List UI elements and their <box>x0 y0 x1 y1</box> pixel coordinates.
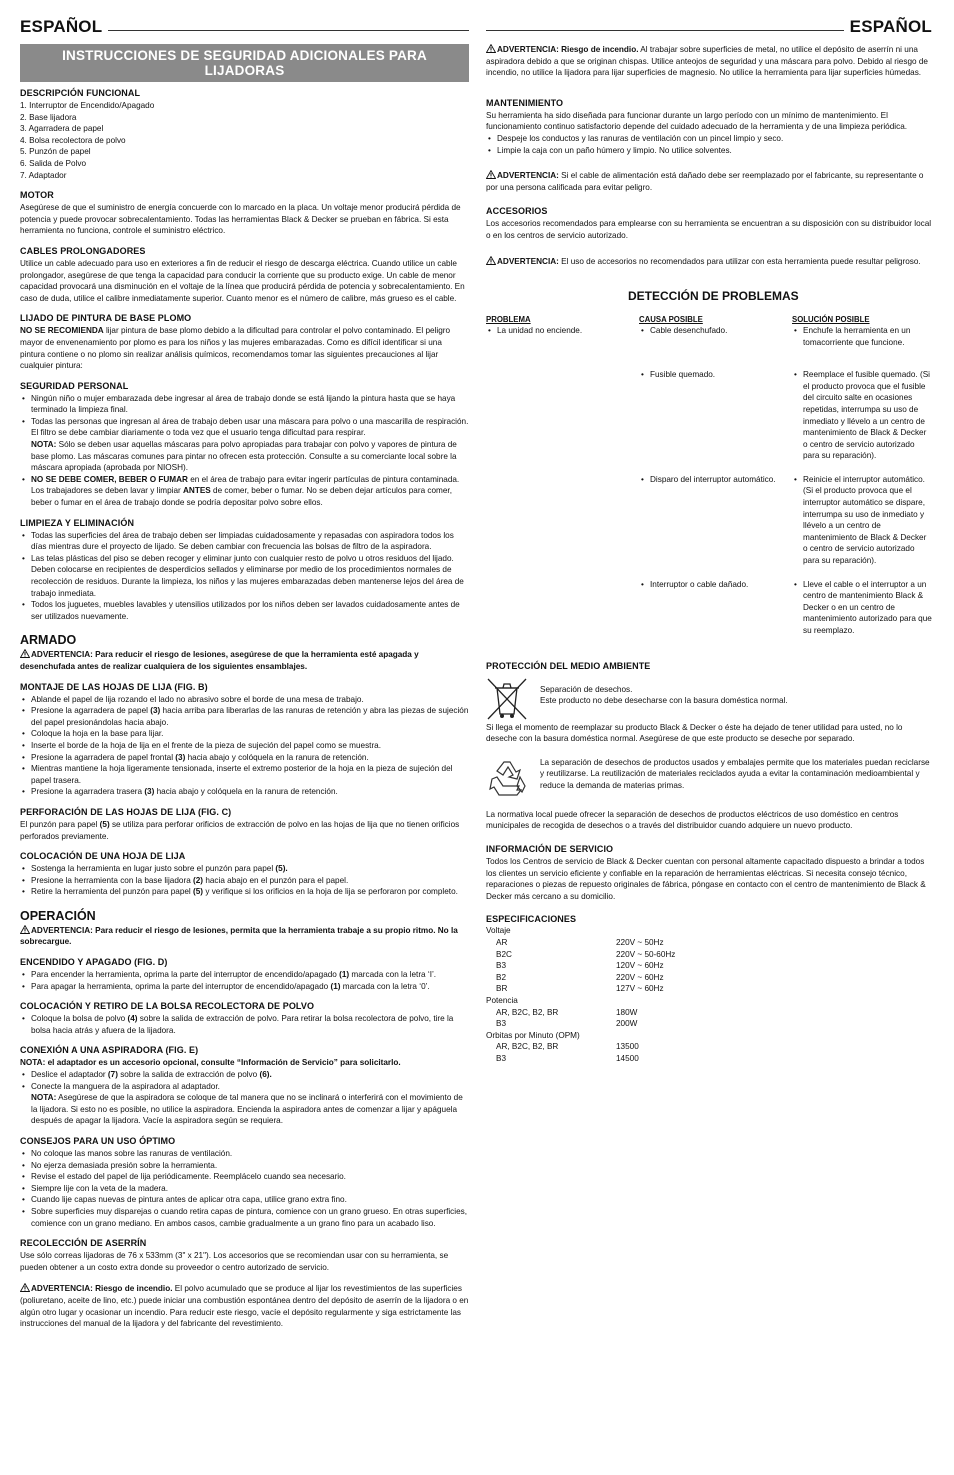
crossed-bin-icon <box>486 676 528 722</box>
spec-value: 127V ~ 60Hz <box>616 984 664 994</box>
spec-value: 220V ~ 60Hz <box>616 972 664 982</box>
column-header: CAUSA POSIBLE <box>639 315 703 325</box>
recoleccion-heading: RECOLECCIÓN DE ASERRÍN <box>20 1238 147 1249</box>
text: hacia abajo y colóquela en la ranura de retención. <box>154 787 338 797</box>
table-cell: • Fusible quemado. <box>639 369 792 462</box>
list-item: • Inserte el borde de la hoja de lija en el frente de la pieza de sujeción del papel como se muestra. <box>20 740 469 752</box>
list-item: 6. Salida de Polvo <box>20 158 86 168</box>
warning-icon <box>20 649 30 658</box>
list-item: • Mientras mantiene la hoja ligeramente tensionada, inserte el extremo posterior de la hoja en la pieza de sujeción del papel trasera. <box>20 763 469 786</box>
list-item: • Sobre superficies muy disparejas o cuando retira capas de pintura, comience con un grano grueso. En otras superficies, comience con un grano mediano. En ambos casos, cambie gradualmente a un grano fino para un acabado liso. <box>20 1206 469 1229</box>
bolsa-list <box>20 1013 469 1036</box>
list-item <box>20 1081 469 1127</box>
conexion-note <box>20 1057 469 1069</box>
list-item: • Coloque la hoja en la base para lijar. <box>20 728 469 740</box>
lijado-bold: NO SE RECOMIENDA <box>20 326 104 336</box>
text: Asegúrese de que la aspiradora se coloque de tal manera que no se inclinará o interferirá con el movimiento de la lijadora. Si esto no es posible, no utilice la aspiradora. Encienda la aspiradora antes de comenzar a lijar y apáguela después de apagar la lijadora. Vacíe la aspiradora según se requiera. <box>31 1093 463 1126</box>
part-number: (3) <box>150 706 161 716</box>
spec-model: B3 <box>496 961 507 971</box>
part-number: (3) <box>144 787 155 797</box>
spec-model: B3 <box>496 1053 507 1063</box>
part-number: (3) <box>175 752 186 762</box>
armado-warning <box>20 649 469 672</box>
mantenimiento-list <box>486 133 932 156</box>
mantenimiento-heading: MANTENIMIENTO <box>486 97 564 108</box>
fire-warning <box>486 44 932 79</box>
list-item <box>20 786 469 798</box>
list-item <box>20 705 469 728</box>
text: Coloque la bolsa de polvo <box>31 1014 128 1024</box>
left-header <box>20 0 469 40</box>
motor-heading: MOTOR <box>20 190 54 201</box>
table-cell: • Reemplace el fusible quemado. (Si el producto provoca que el fusible del circuito salte en ocasiones repetidas, interrumpa su uso de inmediato y llévelo a un centro de mantenimiento de Black & Decker o centro de servicio autorizado para su reparación). <box>792 369 932 462</box>
list-item: • Revise el estado del papel de lija periódicamente. Reemplácelo cuando sea necesario. <box>20 1171 469 1183</box>
text: Separación de desechos. <box>540 684 633 694</box>
especificaciones-heading: ESPECIFICACIONES <box>486 914 577 925</box>
accesorios-warning <box>486 256 932 268</box>
armado-heading: ARMADO <box>20 633 77 648</box>
warning-icon <box>486 44 496 53</box>
accesorios-text: Los accesorios recomendados para emplearse con su herramienta se encuentran a su disposición con su distribuidor local o en los centros de servicio autorizado. <box>486 219 932 240</box>
note-label: NOTA: <box>31 440 57 450</box>
right-header-title: ESPAÑOL <box>849 17 932 36</box>
list-item: • Siempre lije con la veta de la madera. <box>20 1183 469 1195</box>
table-cell: • Reinicie el interruptor automático. (Si el producto provoca que el interruptor automático se dispare, interrumpa su uso de inmediato y llévelo a un centro de mantenimiento de Black & Decker o centro de servicio autorizado para su reparación). <box>792 474 932 567</box>
proteccion-text-2: La normativa local puede ofrecer la separación de desechos de productos eléctricos de uso doméstico en centros municipales de recogida de desechos o a través del distribuidor cuando adquiere un nuevo producto. <box>486 809 899 831</box>
perforacion-heading: PERFORACIÓN DE LAS HOJAS DE LIJA (FIG. C) <box>20 806 232 817</box>
proteccion-text-1: Si llega el momento de reemplazar su producto Black & Decker o éste ha dejado de tener utilidad para usted, no lo deseche con la basura doméstica normal. Asegúrese de que este producto se deseche por separado. <box>486 722 903 744</box>
text: Conecte la manguera de la aspiradora al adaptador. <box>31 1081 220 1091</box>
recoleccion-text: Use sólo correas lijadoras de 76 x 533mm (3" x 21"). Los accesorios que se recomiendan usar con su herramienta, se pueden obtener a un costo extra donde su proveedor o centro autorizado de servicio. <box>20 1251 449 1272</box>
table-cell: • Disparo del interruptor automático. <box>639 474 792 567</box>
list-item: • No ejerza demasiada presión sobre la herramienta. <box>20 1160 469 1172</box>
warning-icon <box>486 170 496 179</box>
text: Para encender la herramienta, oprima la parte del interruptor de encendido/apagado <box>31 970 340 980</box>
text: sobre la salida de extracción de polvo. Para retirar la bolsa recolectora de polvo, tire la bolsa hacia atrás y afuera de la lijadora. <box>31 1014 454 1035</box>
text: hacia abajo y colóquela en la ranura de retención. <box>185 752 369 762</box>
spec-value: 120V ~ 60Hz <box>616 961 664 971</box>
spec-model: B3 <box>496 1019 507 1029</box>
list-item <box>20 474 469 509</box>
list-item: 2. Base lijadora <box>20 112 77 122</box>
descripcion-list <box>20 100 469 181</box>
list-item <box>20 969 469 981</box>
text: Para apagar la herramienta, oprima la parte del interruptor de encendido/apagado <box>31 981 331 991</box>
deteccion-heading: DETECCIÓN DE PROBLEMAS <box>628 289 799 304</box>
part-number: (6). <box>259 1070 272 1080</box>
recycle-icon <box>486 757 528 799</box>
list-item <box>20 875 469 887</box>
part-number: (5). <box>275 864 288 874</box>
spec-group-label: Orbitas por Minuto (OPM) <box>486 1030 580 1040</box>
spec-value: 220V ~ 50-60Hz <box>616 949 676 959</box>
list-item <box>20 1069 469 1081</box>
recycle-block <box>486 757 932 799</box>
warning-icon <box>20 925 30 934</box>
list-item: 1. Interruptor de Encendido/Apagado <box>20 101 155 110</box>
operacion-heading: OPERACIÓN <box>20 908 96 923</box>
column-header: SOLUCIÓN POSIBLE <box>792 315 870 325</box>
seguridad-heading: SEGURIDAD PERSONAL <box>20 380 129 391</box>
list-item <box>20 863 469 875</box>
table-cell: • Interruptor o cable dañado. <box>639 579 792 637</box>
consejos-list <box>20 1148 469 1229</box>
montaje-heading: MONTAJE DE LAS HOJAS DE LIJA (FIG. B) <box>20 681 208 692</box>
lijado-text <box>20 325 469 371</box>
list-item <box>20 1013 469 1036</box>
list-item: • Las telas plásticas del piso se deben recoger y eliminar junto con cualquier resto de polvo u otros residuos del lijado. Deben colocarse en recipientes de desperdicios sellados y eliminarse por medio de los procedimientos normales de recolección de residuos. Durante la limpieza, los niños y las mujeres embarazadas deben mantenerse lejos del área de trabajo inmediata. <box>20 553 469 599</box>
seguridad-item-3b: de comer, beber o fumar. No se deben dejar artículos para comer, beber o fumar en el área de trabajo donde se podría depositar polvo sobre ellos. <box>31 486 452 508</box>
part-number: (5) <box>99 819 110 829</box>
part-number: (7) <box>107 1070 118 1080</box>
lijado-body: lijar pintura de base plomo debido a la dificultad para controlar el polvo contaminado. El peligro mayor de envenenamiento por plomo es para los niños y las mujeres embarazadas. Como es difícil identificar si una pintura contiene o no plomo sin realizar análisis químicos, recomendamos tomar las siguientes precauciones al lijar cualquier pintura: <box>20 326 451 371</box>
consejos-heading: CONSEJOS PARA UN USO ÓPTIMO <box>20 1136 176 1146</box>
table-cell: • Cable desenchufado. <box>639 325 792 361</box>
seguridad-item-2: Todas las personas que ingresan al área de trabajo deben usar una máscara para polvo o una mascarilla de respiración. El filtro se debe cambiar diariamente o toda vez que el usuario tenga dificultad para respirar. <box>31 416 469 438</box>
perforacion-text <box>20 819 469 842</box>
right-header <box>486 0 932 40</box>
bold-text: NO SE DEBE COMER, BEBER O FUMAR <box>31 474 188 484</box>
table-cell-empty <box>486 567 639 637</box>
list-item: • No coloque las manos sobre las ranuras de ventilación. <box>20 1148 469 1160</box>
left-column <box>20 0 469 1330</box>
list-item: • Todos los juguetes, muebles lavables y utensilios utilizados por los niños deben ser lavados cuidadosamente antes de ser utilizados nuevamente. <box>20 599 469 622</box>
recycle-text <box>528 757 932 792</box>
conexion-heading: CONEXIÓN A UNA ASPIRADORA (FIG. E) <box>20 1045 199 1056</box>
colocacion-heading: COLOCACIÓN DE UNA HOJA DE LIJA <box>20 851 186 862</box>
operacion-warning-text: ADVERTENCIA: Para reducir el riesgo de lesiones, permita que la herramienta trabaje a su propio ritmo. No la sobrecargue. <box>20 925 458 947</box>
encendido-heading: ENCENDIDO Y APAGADO (FIG. D) <box>20 957 168 968</box>
table-cell: • La unidad no enciende. <box>486 325 639 361</box>
section-banner: INSTRUCCIONES DE SEGURIDAD ADICIONALES PARA LIJADORAS <box>20 44 469 82</box>
spec-model: B2 <box>496 972 507 982</box>
text: hacia abajo en el punzón para el papel. <box>203 875 349 885</box>
colocacion-list <box>20 863 469 898</box>
seguridad-item-3a: en el área de trabajo para evitar ingerir partículas de pintura contaminada. Los trabajadores se deben lavar y limpiar <box>31 474 460 496</box>
text: El punzón para papel <box>20 819 100 829</box>
list-item <box>20 886 469 898</box>
text: marcada con la letra ‘I’. <box>349 970 437 980</box>
cables-heading: CABLES PROLONGADORES <box>20 245 146 256</box>
list-item: 7. Adaptador <box>20 170 67 180</box>
descripcion-heading: DESCRIPCIÓN FUNCIONAL <box>20 88 141 98</box>
armado-warning-text: ADVERTENCIA: Para reducir el riesgo de lesiones, asegúrese de que la herramienta esté apagada y desenchufada antes de realizar cualquiera de los siguientes ensamblajes. <box>20 650 419 671</box>
spec-value: 14500 <box>616 1053 639 1063</box>
spec-model: AR, B2C, B2, BR <box>496 1042 559 1052</box>
encendido-list <box>20 969 469 992</box>
servicio-heading: INFORMACIÓN DE SERVICIO <box>486 843 614 854</box>
text: y verifique si los orificios en la hoja de lija se perforaron por completo. <box>203 887 458 897</box>
part-number: (1) <box>330 981 341 991</box>
recoleccion-warning <box>20 1283 469 1329</box>
spec-group-label: Potencia <box>486 995 518 1005</box>
table-cell-empty <box>486 361 639 462</box>
mantenimiento-text: Su herramienta ha sido diseñada para funcionar durante un largo período con un mínimo de mantenimiento. El funcionamiento continuo satisfactorio depende del cuidado adecuado de la herramienta y de una limpieza periódica. <box>486 110 908 132</box>
lijado-heading: LIJADO DE PINTURA DE BASE PLOMO <box>20 313 192 324</box>
spec-model: BR <box>496 984 508 994</box>
list-item <box>20 416 469 474</box>
list-item: • Cuando lije capas nuevas de pintura antes de aplicar otra capa, utilice grano extra fino. <box>20 1194 469 1206</box>
bold-text: NOTA: el adaptador es un accesorio opcional, consulte “Información de Servicio” para solicitarlo. <box>20 1058 401 1068</box>
list-item: 3. Agarradera de papel <box>20 124 104 134</box>
spec-value: 200W <box>616 1019 638 1029</box>
text: sobre la salida de extracción de polvo <box>117 1070 260 1080</box>
list-item: • Limpie la caja con un paño húmero y limpio. No utilice solventes. <box>486 145 932 157</box>
text: Al trabajar sobre superficies de metal, no utilice el depósito de aserrín ni una aspiradora debido a que se originan chispas. Utilice anteojos de seguridad y una máscara para polvo. Debido al riesgo de incendio, no utilice la lijadora para lijar superficies de magnesio. No utilice la herramienta para lijar superficies húmedas. <box>486 45 928 78</box>
text: La separación de desechos de productos usados y embalajes permite que los materiales puedan reciclarse y reutilizarse. La reutilización de materiales reciclados ayuda a evitar la contaminación medioambiental y reduce la demanda de materias primas. <box>540 757 930 790</box>
text: Retire la herramienta del punzón para papel <box>31 887 194 897</box>
weee-text <box>528 676 788 707</box>
note-label: NOTA: <box>31 1093 57 1103</box>
bold-text: ADVERTENCIA: Riesgo de incendio. <box>497 45 639 54</box>
accesorios-heading: ACCESORIOS <box>486 206 548 217</box>
list-item: 5. Punzón de papel <box>20 147 91 157</box>
list-item <box>20 752 469 764</box>
bold-text: ADVERTENCIA: <box>497 256 559 266</box>
text: Presione la agarradera trasera <box>31 787 145 797</box>
text: Si el cable de alimentación está dañado debe ser reemplazado por el fabricante, su representante o por una persona calificada para evitar peligro. <box>486 171 924 192</box>
bolsa-heading: COLOCACIÓN Y RETIRO DE LA BOLSA RECOLECTORA DE POLVO <box>20 1001 315 1012</box>
column-header: PROBLEMA <box>486 315 531 325</box>
text: Presione la agarradera de papel <box>31 706 151 716</box>
limpieza-heading: LIMPIEZA Y ELIMINACIÓN <box>20 517 135 528</box>
limpieza-list <box>20 530 469 623</box>
mantenimiento-warning <box>486 170 932 193</box>
table-cell: • Lleve el cable o el interruptor a un centro de mantenimiento Black & Decker o en un centro de mantenimiento autorizado para que su reemplazo. <box>792 579 932 637</box>
spec-model: AR <box>496 937 508 947</box>
left-header-title: ESPAÑOL <box>20 17 103 36</box>
spec-value: 13500 <box>616 1042 639 1052</box>
conexion-list <box>20 1069 469 1127</box>
bold-text: ADVERTENCIA: <box>497 171 559 181</box>
warning-icon <box>20 1283 30 1292</box>
motor-text: Asegúrese de que el suministro de energía concuerde con lo marcado en la placa. Un voltaje menor producirá pérdida de potencia y puede provocar sobrecalentamiento. Todas las herramientas Black & Decker se prueban en fábrica. Si esta herramienta no funciona, controle el suministro eléctrico. <box>20 203 461 236</box>
spec-value: 180W <box>616 1007 638 1017</box>
header-rule <box>108 30 469 31</box>
bold-text: ADVERTENCIA: Riesgo de incendio. <box>31 1284 173 1294</box>
list-item <box>20 981 469 993</box>
text: Presione la herramienta con la base lijadora <box>31 875 194 885</box>
list-item: • Despeje los conductos y las ranuras de ventilación con un pincel limpio y seco. <box>486 133 932 145</box>
spec-model: AR, B2C, B2, BR <box>496 1007 559 1017</box>
list-item: • Todas las superficies del área de trabajo deben ser limpiadas cuidadosamente y repasadas con aspiradora todos los días mientras dure el proyecto de lijado. Se deben cambiar con frecuencia las bolsas de filtro de la aspiradora. <box>20 530 469 553</box>
list-item: 4. Bolsa recolectora de polvo <box>20 135 126 145</box>
part-number: (5) <box>193 887 204 897</box>
warning-icon <box>486 256 496 265</box>
text: El polvo acumulado que se produce al lijar los revestimientos de las superficies (poliuretano, aceite de lino, etc.) puede iniciar una combustión espontánea dentro del depósito de aserrín de la lijadora o en algún otro lugar y ocasionar un incendio. Para reducir este riesgo, vacíe el depósito regularmente y siga estrictamente las instrucciones del manual de la lijadora y del fabricante del revestimiento. <box>20 1284 469 1329</box>
text: Sostenga la herramienta en lugar justo sobre el punzón para papel <box>31 864 276 874</box>
seguridad-note: Sólo se deben usar aquellas máscaras para polvo apropiadas para trabajar con polvo y vapores de pintura de base plomo. Las máscaras comunes para pintar no ofrecen esta protección. Consulte a su comerciante local sobre la máscara apropiada (aprobada por NIOSH). <box>31 440 457 473</box>
part-number: (1) <box>339 970 350 980</box>
servicio-text: Todos los Centros de servicio de Black & Decker cuentan con personal altamente capacitado dispuesto a brindar a todos los clientes un servicio eficiente y confiable en la reparación de herramientas eléctricas. Si necesita consejo técnico, reparaciones o piezas de repuesto originales de fábrica, póngase en contacto con el centro de mantenimiento de Black & Decker más cercano a su domicilio. <box>486 856 926 901</box>
cables-text: Utilice un cable adecuado para uso en exteriores a fin de reducir el riesgo de descarga eléctrica. Cuando utilice un cable prolongador, asegúrese de que tenga la capacidad para conducir la corriente que su producto exige. Un cable de menor capacidad provocará una disminución en el voltaje de la línea que producirá pérdida de potencia y sobrecalentamiento. En caso de duda, utilice el calibre inmediatamente superior. Cuanto menor es el número de calibre, más grueso es el cable. <box>20 258 465 303</box>
part-number: (4) <box>127 1014 138 1024</box>
table-cell: • Enchufe la herramienta en un tomacorriente que funcione. <box>792 325 932 361</box>
text: El uso de accesorios no recomendados para utilizar con esta herramienta puede resultar peligroso. <box>558 256 921 266</box>
montaje-list <box>20 694 469 798</box>
table-cell-empty <box>486 462 639 567</box>
spec-model: B2C <box>496 949 512 959</box>
proteccion-heading: PROTECCIÓN DEL MEDIO AMBIENTE <box>486 660 651 671</box>
spec-value: 220V ~ 50Hz <box>616 937 664 947</box>
specs-table <box>486 925 932 1064</box>
weee-block <box>486 676 932 722</box>
text: Deslice el adaptador <box>31 1070 108 1080</box>
text: marcada con la letra ‘0’. <box>340 981 430 991</box>
troubleshooting-table <box>486 315 932 636</box>
text: hacia arriba para liberarlas de las ranuras de retención y abra las piezas de sujeción del papel presionándolas hacia abajo. <box>31 706 469 727</box>
list-item: • Ningún niño o mujer embarazada debe ingresar al área de trabajo donde se está lijando la pintura hasta que se haya terminado la limpieza final. <box>20 393 469 416</box>
spec-group-label: Voltaje <box>486 926 511 936</box>
text: se utiliza para perforar orificios de extracción de polvo en las hojas de lija que no tienen orificios perforados previamente. <box>20 819 460 841</box>
bold-text: ANTES <box>183 486 211 496</box>
text: Este producto no debe desecharse con la basura doméstica normal. <box>540 696 788 706</box>
part-number: (2) <box>193 875 204 885</box>
list-item: • Ablande el papel de lija rozando el lado no abrasivo sobre el borde de una mesa de trabajo. <box>20 694 469 706</box>
seguridad-list <box>20 393 469 509</box>
text: Presione la agarradera de papel frontal <box>31 752 176 762</box>
header-rule <box>486 30 844 31</box>
operacion-warning <box>20 925 469 948</box>
right-column <box>486 0 932 1064</box>
